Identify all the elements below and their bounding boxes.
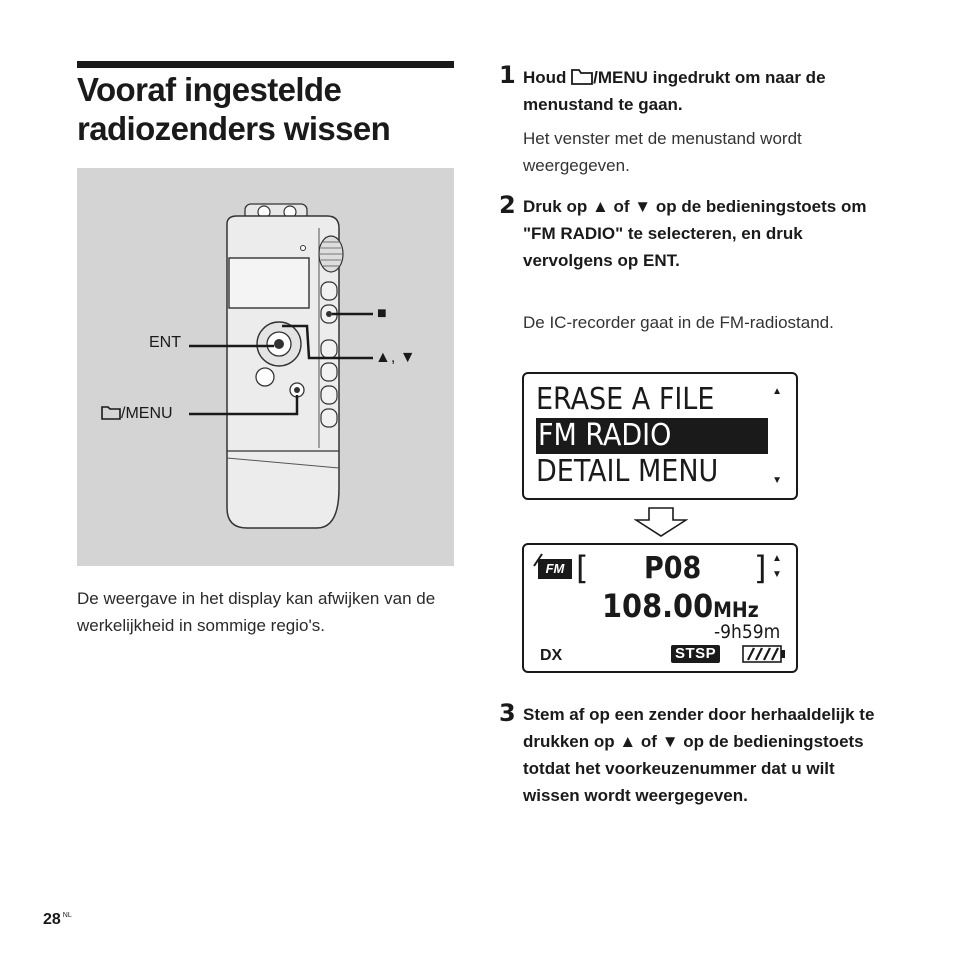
down-arrow-icon: ▼ bbox=[661, 732, 679, 751]
step-2-description: De IC-recorder gaat in de FM-radiostand. bbox=[523, 313, 834, 332]
stereo-indicator: STSP bbox=[671, 645, 720, 663]
page-number: 28 $^{NL}$ bbox=[43, 911, 72, 928]
fm-band-icon: FM bbox=[538, 559, 572, 579]
menu-item-fm-radio: FM RADIO bbox=[536, 418, 768, 454]
step-2-number: 2 bbox=[499, 191, 516, 219]
step-1-text: Houd /MENU ingedrukt om naar de menustand te gaan. bbox=[523, 68, 826, 114]
ic-recorder-drawing bbox=[77, 168, 454, 566]
menu-item-erase-a-file: ERASE A FILE bbox=[536, 382, 715, 417]
preset-number: P08 bbox=[644, 551, 702, 586]
menu-item-detail-menu: DETAIL MENU bbox=[536, 454, 719, 489]
step-1-number: 1 bbox=[499, 61, 516, 89]
step-1-description: Het venster met de menustand wordt weergegeven. bbox=[523, 129, 802, 175]
menu-display bbox=[522, 372, 798, 500]
device-illustration bbox=[77, 168, 454, 566]
frequency-readout: 108.00MHz bbox=[602, 587, 759, 625]
preset-down-icon: ▼ bbox=[772, 569, 782, 580]
up-arrow-icon: ▲ bbox=[619, 732, 637, 751]
heading-rule bbox=[77, 61, 454, 68]
figure-caption: De weergave in het display kan afwijken van de werkelijkheid in sommige regio's. bbox=[77, 589, 436, 635]
folder-icon bbox=[101, 405, 121, 420]
scroll-up-icon: ▲ bbox=[772, 386, 782, 397]
step-2-text: Druk op ▲ of ▼ op de bedieningstoets om "FM RADIO" te selecteren, en druk vervolgens op ENT. bbox=[523, 193, 883, 274]
preset-bracket-close: ] bbox=[754, 549, 767, 587]
step-3-text: Stem af op een zender door herhaaldelijk te drukken op ▲ of ▼ op de bedieningstoets totdat het voorkeuzenummer dat u wilt wissen wordt weergegeven. bbox=[523, 705, 875, 805]
battery-icon bbox=[742, 645, 786, 663]
updown-label: ▲, ▼ bbox=[375, 349, 416, 366]
step-3-number: 3 bbox=[499, 699, 516, 727]
down-arrow-icon: ▼ bbox=[634, 197, 652, 216]
remaining-time: -9h59m bbox=[714, 621, 781, 643]
ent-label: ENT bbox=[149, 334, 181, 351]
stop-label: ■ bbox=[377, 305, 387, 322]
radio-display bbox=[522, 543, 798, 673]
page-title: Vooraf ingestelde radiozenders wissen bbox=[77, 71, 391, 147]
dx-mode: DX bbox=[540, 647, 563, 664]
preset-up-icon: ▲ bbox=[772, 553, 782, 564]
menu-label: /MENU bbox=[101, 405, 173, 423]
radio-indicator-icon bbox=[532, 553, 548, 567]
flow-down-arrow-icon bbox=[634, 506, 688, 538]
preset-bracket-open: [ bbox=[576, 549, 589, 587]
folder-icon bbox=[571, 68, 593, 85]
up-arrow-icon: ▲ bbox=[591, 197, 609, 216]
scroll-down-icon: ▼ bbox=[772, 475, 782, 486]
